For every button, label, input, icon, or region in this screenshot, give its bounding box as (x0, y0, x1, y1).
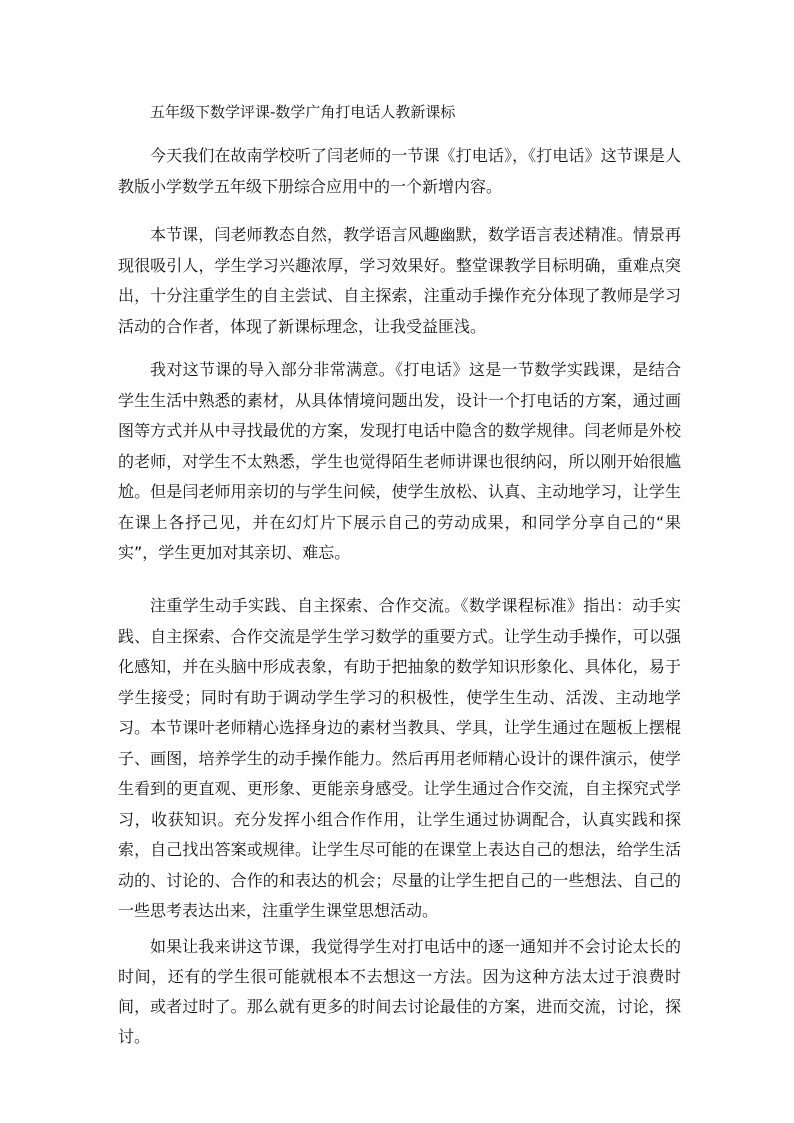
paragraph-intro: 今天我们在故南学校听了闫老师的一节课《打电话》，《打电话》这节课是人教版小学数学五年级下册综合应用中的一个新增内容。 (118, 146, 681, 196)
paragraph-reflection: 如果让我来讲这节课，我觉得学生对打电话中的逐一通知并不会讨论太长的时间，还有的学生很可能就根本不去想这一方法。因为这种方法太过于浪费时间，或者过时了。那么就有更多的时间去讨论最佳的方案，进而交流，讨论，探讨。 (118, 937, 681, 1046)
paragraph-lesson-introduction: 我对这节课的导入部分非常满意。《打电话》这是一节数学实践课，是结合学生生活中熟悉的素材，从具体情境问题出发，设计一个打电话的方案，通过画图等方式并从中寻找最优的方案，发现打电话中隐含的数学规律。闫老师是外校的老师，对学生不太熟悉，学生也觉得陌生老师讲课也很纳闷，所以刚开始很尴尬。但是闫老师用亲切的与学生问候，使学生放松、认真、主动地学习，让学生在课上各抒己见，并在幻灯片下展示自己的劳动成果，和同学分享自己的“果实”，学生更加对其亲切、难忘。 (118, 360, 681, 562)
paragraph-hands-on-practice: 注重学生动手实践、自主探索、合作交流。《数学课程标准》指出：动手实践、自主探索、合作交流是学生学习数学的重要方式。让学生动手操作，可以强化感知，并在头脑中形成表象，有助于把抽象的数学知识形象化、具体化，易于学生接受；同时有助于调动学生学习的积极性，使学生生动、活泼、主动地学习。本节课叶老师精心选择身边的素材当教具、学具，让学生通过在题板上摆棍子、画图，培养学生的动手操作能力。然后再用老师精心设计的课件演示，使学生看到的更直观、更形象、更能亲身感受。让学生通过合作交流，自主探究式学习，收获知识。充分发挥小组合作作用，让学生通过协调配合，认真实践和探索，自己找出答案或规律。让学生尽可能的在课堂上表达自己的想法，给学生活动的、讨论的、合作的和表达的机会；尽量的让学生把自己的一些想法、自己的一些思考表达出来，注重学生课堂思想活动。 (118, 596, 681, 920)
paragraph-teaching-style: 本节课，闫老师教态自然，教学语言风趣幽默，数学语言表述精准。情景再现很吸引人，学生学习兴趣浓厚，学习效果好。整堂课教学目标明确，重难点突出，十分注重学生的自主尝试、自主探索，注重动手操作充分体现了教师是学习活动的合作者，体现了新课标理念，让我受益匪浅。 (118, 225, 681, 336)
document-title: 五年级下数学评课-数学广角打电话人教新课标 (150, 103, 456, 121)
